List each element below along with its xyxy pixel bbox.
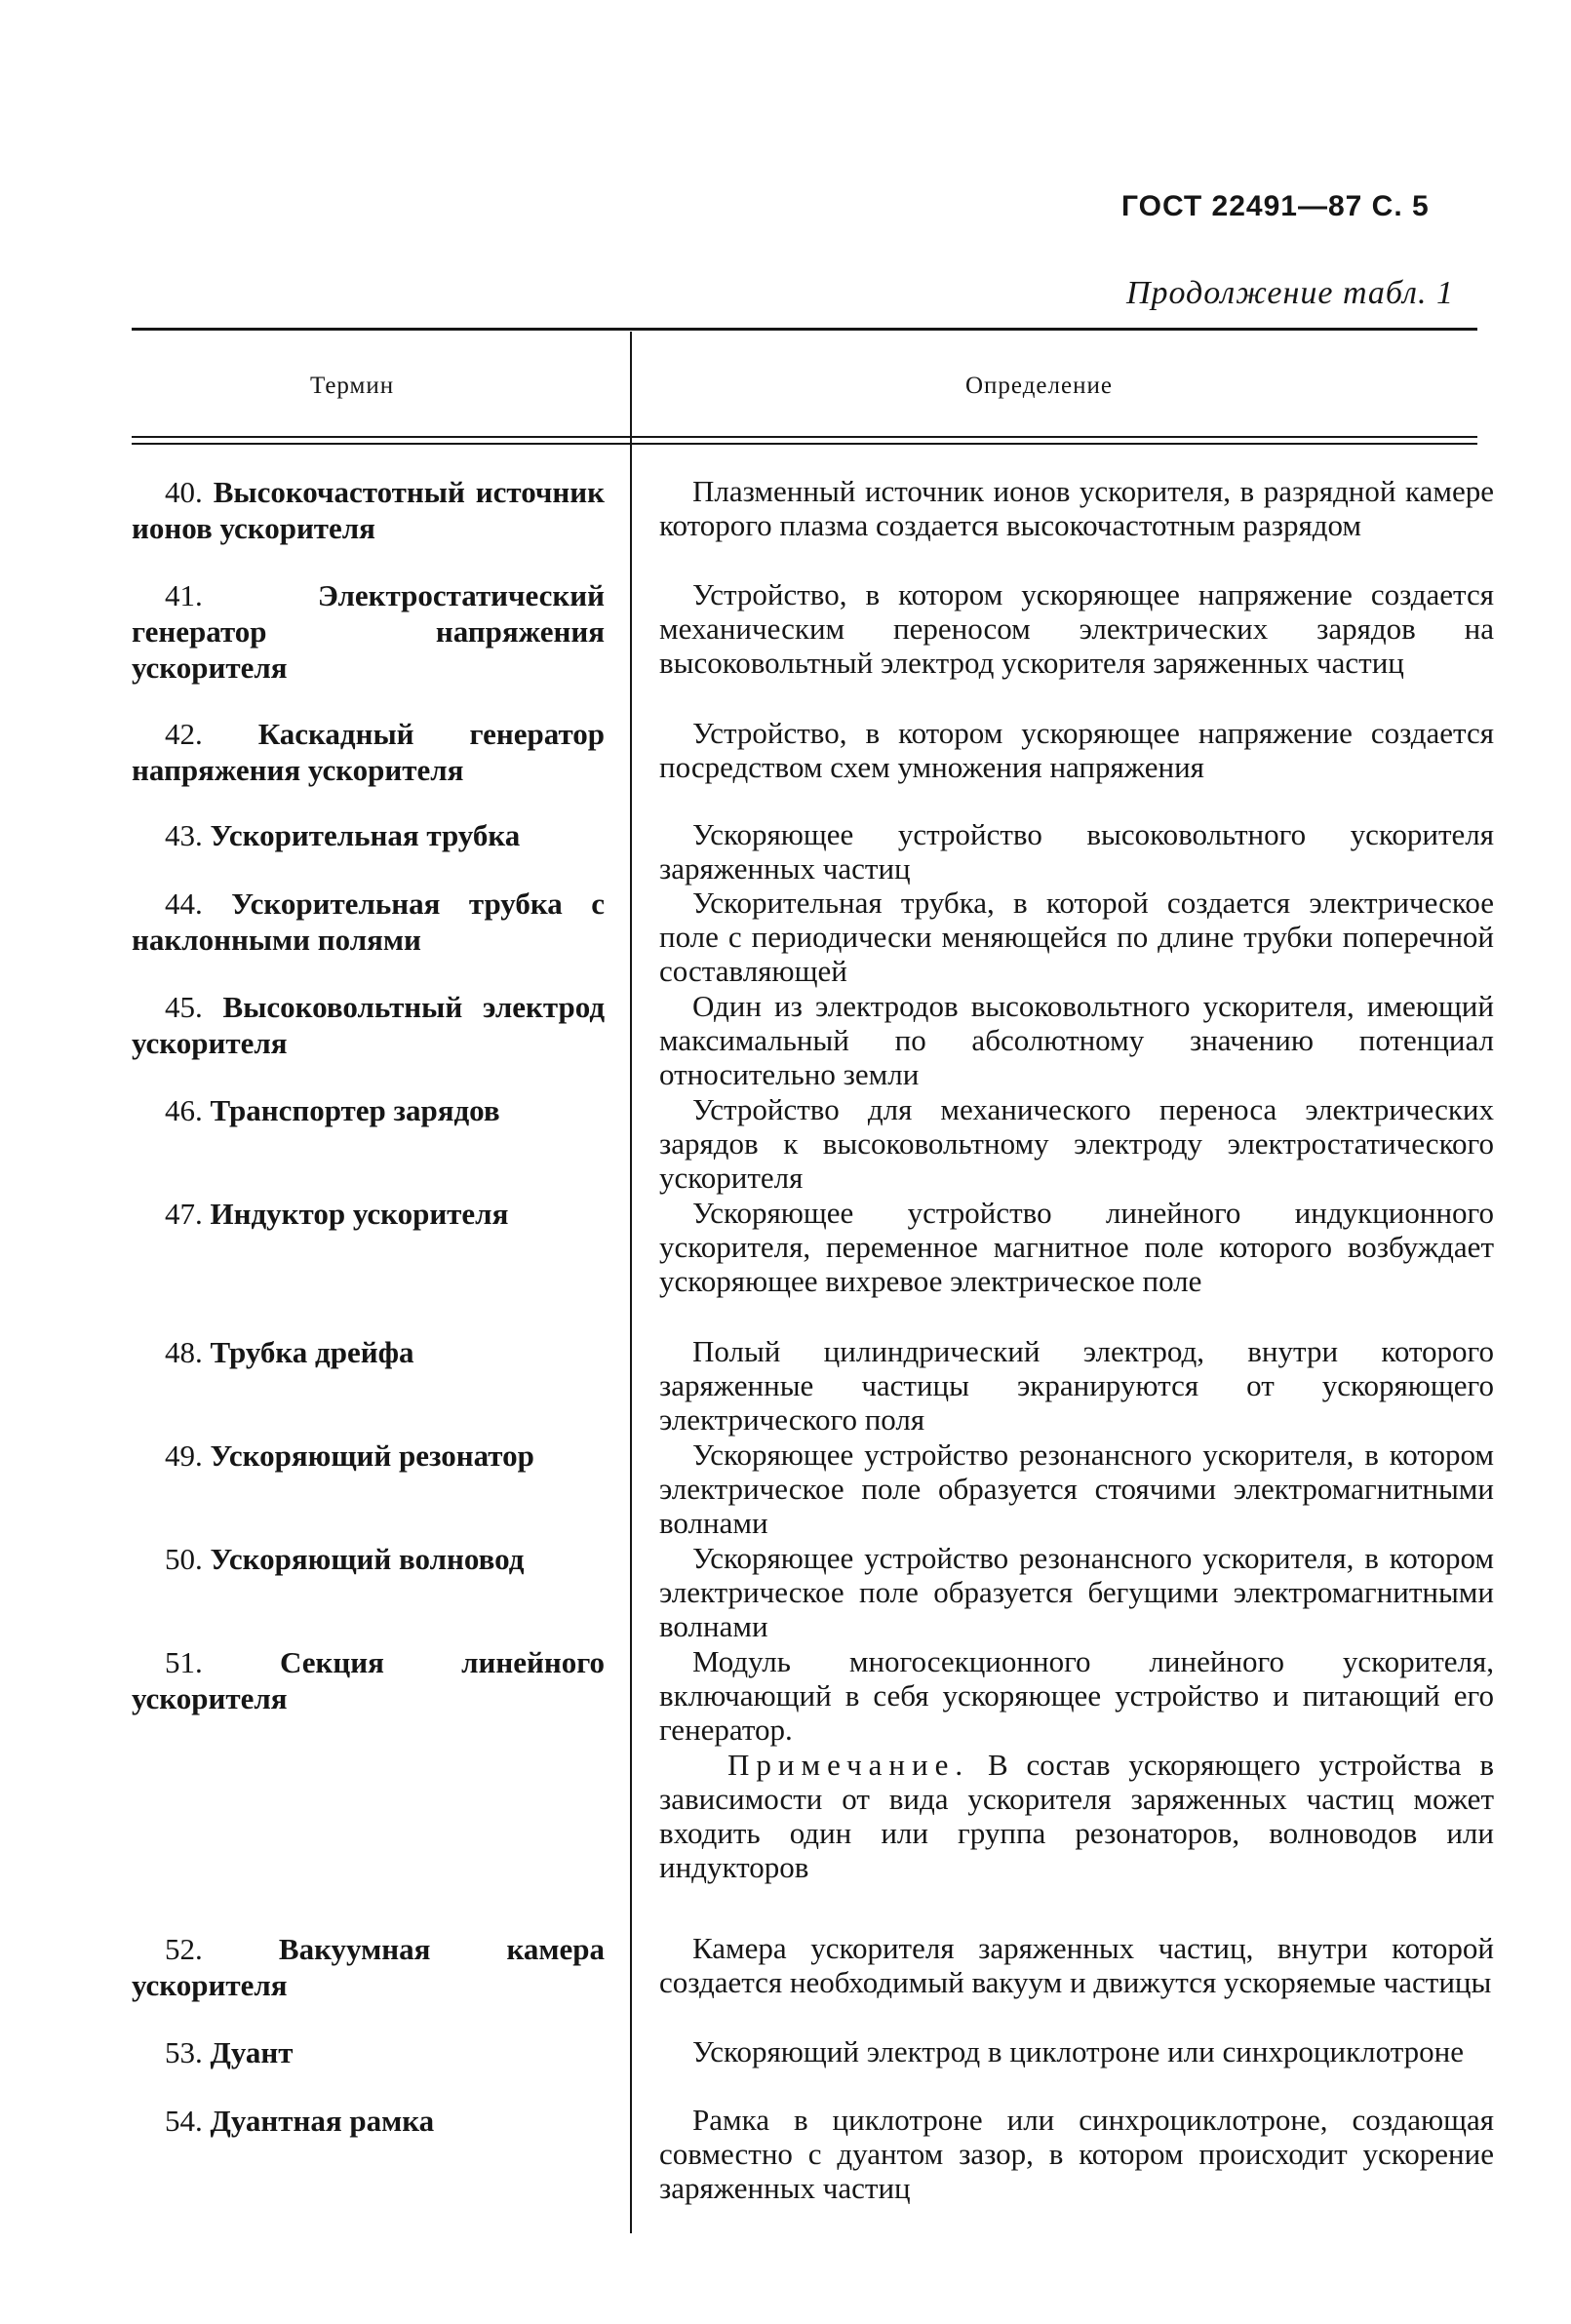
table-row-definition: Рамка в циклотроне или синхроциклотроне, создающая совместно с дуантом зазор, в котором происходит ускорение заряженных частиц — [659, 2103, 1494, 2205]
table-row-term: 44. Ускорительная трубка с наклонными полями — [132, 886, 605, 957]
table-row-term: 45. Высоковольтный электрод ускорителя — [132, 990, 605, 1060]
table-row-definition: Полый цилиндрический электрод, внутри которого заряженные частицы экранируются от ускоряющего электрического поля — [659, 1334, 1494, 1437]
table-row-definition: Модуль многосекционного линейного ускорителя, включающий в себя ускоряющее устройство и питающий его генератор. — [659, 1644, 1494, 1747]
table-continuation-label: Продолжение табл. 1 — [1125, 275, 1454, 311]
table-row-term: 43. Ускорительная трубка — [165, 818, 521, 852]
table-row-definition: Ускоряющее устройство высоковольтного ускорителя заряженных частиц — [659, 817, 1494, 886]
table-row-term: 41. Электростатический генератор напряжения ускорителя — [132, 578, 605, 685]
standard-number: ГОСТ 22491—87 С. 5 — [1121, 190, 1430, 222]
table-row-definition: Камера ускорителя заряженных частиц, внутри которой создается необходимый вакуум и движутся ускоряемые частицы — [659, 1931, 1494, 1999]
table-row-definition: Устройство, в котором ускоряющее напряжение создается механическим переносом электрических зарядов на высоковольтный электрод ускорителя заряженных частиц — [659, 577, 1494, 680]
table-row-definition: Ускоряющее устройство резонансного ускорителя, в котором электрическое поле образуется бегущими электромагнитными волнами — [659, 1541, 1494, 1643]
table-row-definition: Устройство, в котором ускоряющее напряжение создается посредством схем умножения напряжения — [659, 716, 1494, 784]
note-text: В состав ускоряющего устройства в зависимости от вида ускорителя заряженных частиц может входить один или группа резонаторов, волноводов или индукторов — [659, 1748, 1494, 1884]
header-rule-top — [132, 436, 1477, 438]
table-row-term: 47. Индуктор ускорителя — [165, 1197, 509, 1231]
table-row-term: 40. Высокочастотный источник ионов ускорителя — [132, 475, 605, 545]
table-row-definition: Ускоряющее устройство резонансного ускорителя, в котором электрическое поле образуется стоячими электромагнитными волнами — [659, 1438, 1494, 1540]
table-row-term: 49. Ускоряющий резонатор — [165, 1438, 534, 1473]
table-row-term: 50. Ускоряющий волновод — [165, 1542, 525, 1576]
column-divider — [630, 332, 632, 2233]
table-row-term: 48. Трубка дрейфа — [165, 1335, 414, 1369]
column-header-term: Термин — [310, 373, 395, 399]
table-row-definition: Один из электродов высоковольтного ускорителя, имеющий максимальный по абсолютному значению потенциал относительно земли — [659, 989, 1494, 1091]
table-row-term: 52. Вакуумная камера ускорителя — [132, 1932, 606, 2002]
table-row-term: 54. Дуантная рамка — [165, 2104, 435, 2138]
header-rule-bottom — [132, 443, 1477, 445]
column-header-definition: Определение — [965, 373, 1113, 399]
table-row-definition: Плазменный источник ионов ускорителя, в разрядной камере которого плазма создается высокочастотным разрядом — [659, 474, 1494, 542]
table-row-term: 46. Транспортер зарядов — [165, 1093, 500, 1127]
table-row-definition: Устройство для механического переноса электрических зарядов к высоковольтному электроду электростатического ускорителя — [659, 1092, 1494, 1195]
table-row-term: 53. Дуант — [165, 2035, 294, 2069]
note-label: Примечание. — [727, 1748, 970, 1782]
table-row-note — [659, 1748, 1494, 1884]
table-row-definition: Ускоряющее устройство линейного индукционного ускорителя, переменное магнитное поле которого возбуждает ускоряющее вихревое электрическое поле — [659, 1196, 1494, 1298]
table-row-definition: Ускоряющий электрод в циклотроне или синхроциклотроне — [692, 2034, 1464, 2068]
top-rule — [132, 328, 1477, 331]
table-row-definition: Ускорительная трубка, в которой создается электрическое поле с периодически меняющейся по длине трубки поперечной составляющей — [659, 886, 1494, 988]
table-row-term: 42. Каскадный генератор напряжения ускорителя — [132, 717, 605, 787]
table-row-term: 51. Секция линейного ускорителя — [132, 1645, 605, 1715]
